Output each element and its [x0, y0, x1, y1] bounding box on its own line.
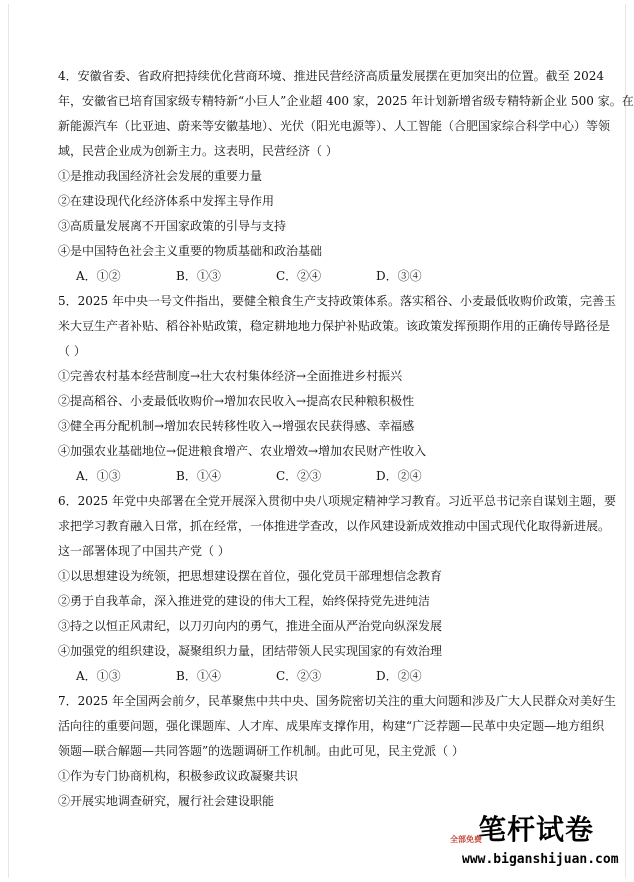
statement-option: ②提高稻谷、小麦最低收购价→增加农民收入→提高农民种粮积极性	[58, 394, 415, 408]
question-stem-line: 年，安徽省已培育国家级专精特新“小巨人”企业超 400 家，2025 年计划新增省级专精特新企业 500 家。在	[58, 94, 634, 108]
watermark-title: 笔杆试卷	[478, 813, 595, 846]
choice-b: B．①④	[176, 669, 221, 683]
question-stem-line: 4．安徽省委、省政府把持续优化营商环境、推进民营经济高质量发展摆在更加突出的位置。截至 2024	[58, 69, 604, 83]
question-stem-line: 这一部署体现了中国共产党（ ）	[58, 544, 230, 558]
choice-c: C．②③	[276, 469, 322, 483]
statement-option: ④是中国特色社会主义重要的物质基础和政治基础	[58, 244, 323, 258]
question-stem-line: 7．2025 年全国两会前夕，民革聚焦中共中央、国务院密切关注的重大问题和涉及广大人民群众对美好生	[58, 694, 616, 708]
statement-option: ③持之以恒正风肃纪，以刀刃向内的勇气，推进全面从严治党向纵深发展	[58, 619, 443, 633]
statement-option: ④加强党的组织建设，凝聚组织力量，团结带领人民实现国家的有效治理	[58, 644, 443, 658]
question-stem-line: 求把学习教育融入日常，抓在经常，一体推进学查改，以作风建设新成效推动中国式现代化取得新进展。	[58, 519, 611, 533]
site-watermark	[450, 808, 619, 872]
choice-a: A．①③	[76, 669, 121, 683]
exam-content	[58, 64, 634, 814]
statement-option: ④加强农业基础地位→促进粮食增产、农业增效→增加农民财产性收入	[58, 444, 427, 458]
statement-option: ②勇于自我革命，深入推进党的建设的伟大工程，始终保持党先进纯洁	[58, 594, 431, 608]
question-stem-line: 活向往的重要问题，强化课题库、人才库、成果库支撑作用，构建“广泛荐题—民革中央定题—地方组织	[58, 719, 605, 733]
statement-option: ①完善农村基本经营制度→壮大农村集体经济→全面推进乡村振兴	[58, 369, 403, 383]
watermark-free-label: 全部免费	[450, 835, 482, 844]
statement-option: ①以思想建设为统领，把思想建设摆在首位，强化党员干部理想信念教育	[58, 569, 443, 583]
statement-option: ①是推动我国经济社会发展的重要力量	[58, 169, 263, 183]
question-stem-line: 5．2025 年中央一号文件指出，要健全粮食生产支持政策体系。落实稻谷、小麦最低收购价政策，完善玉	[58, 294, 616, 308]
statement-option: ③健全再分配机制→增加农民转移性收入→增强农民获得感、幸福感	[58, 419, 415, 433]
question-7	[58, 689, 616, 814]
choice-c: C．②④	[276, 269, 322, 283]
question-stem-line: （ ）	[58, 344, 86, 358]
choice-b: B．①④	[176, 469, 221, 483]
answer-choices	[58, 664, 580, 689]
answer-choices	[58, 264, 580, 289]
choice-b: B．①③	[176, 269, 221, 283]
question-4	[58, 64, 634, 289]
choice-d: D．③④	[376, 269, 422, 283]
question-stem-line: 新能源汽车（比亚迪、蔚来等安徽基地）、光伏（阳光电源等）、人工智能（合肥国家综合科学中心）等领	[58, 119, 611, 133]
question-stem-line: 领题—联合解题—共同答题”的选题调研工作机制。由此可见，民主党派（ ）	[58, 744, 464, 758]
answer-choices	[58, 464, 580, 489]
question-stem-line: 米大豆生产者补贴、稻谷补贴政策，稳定耕地地力保护补贴政策。该政策发挥预期作用的正确传导路径是	[58, 319, 611, 333]
statement-option: ②开展实地调查研究，履行社会建设职能	[58, 794, 275, 808]
question-stem-line: 域，民营企业成为创新主力。这表明，民营经济（ ）	[58, 144, 338, 158]
choice-a: A．①③	[76, 469, 121, 483]
choice-a: A．①②	[76, 269, 121, 283]
choice-d: D．②④	[376, 669, 422, 683]
statement-option: ②在建设现代化经济体系中发挥主导作用	[58, 194, 275, 208]
statement-option: ③高质量发展离不开国家政策的引导与支持	[58, 219, 287, 233]
statement-option: ①作为专门协商机构，积极参政议政凝聚共识	[58, 769, 299, 783]
question-stem-line: 6．2025 年党中央部署在全党开展深入贯彻中央八项规定精神学习教育。习近平总书记亲自谋划主题，要	[58, 494, 616, 508]
choice-d: D．②④	[376, 469, 422, 483]
question-6	[58, 489, 616, 689]
watermark-url: www.biganshijuan.com	[462, 852, 619, 867]
choice-c: C．②③	[276, 669, 322, 683]
question-5	[58, 289, 616, 489]
